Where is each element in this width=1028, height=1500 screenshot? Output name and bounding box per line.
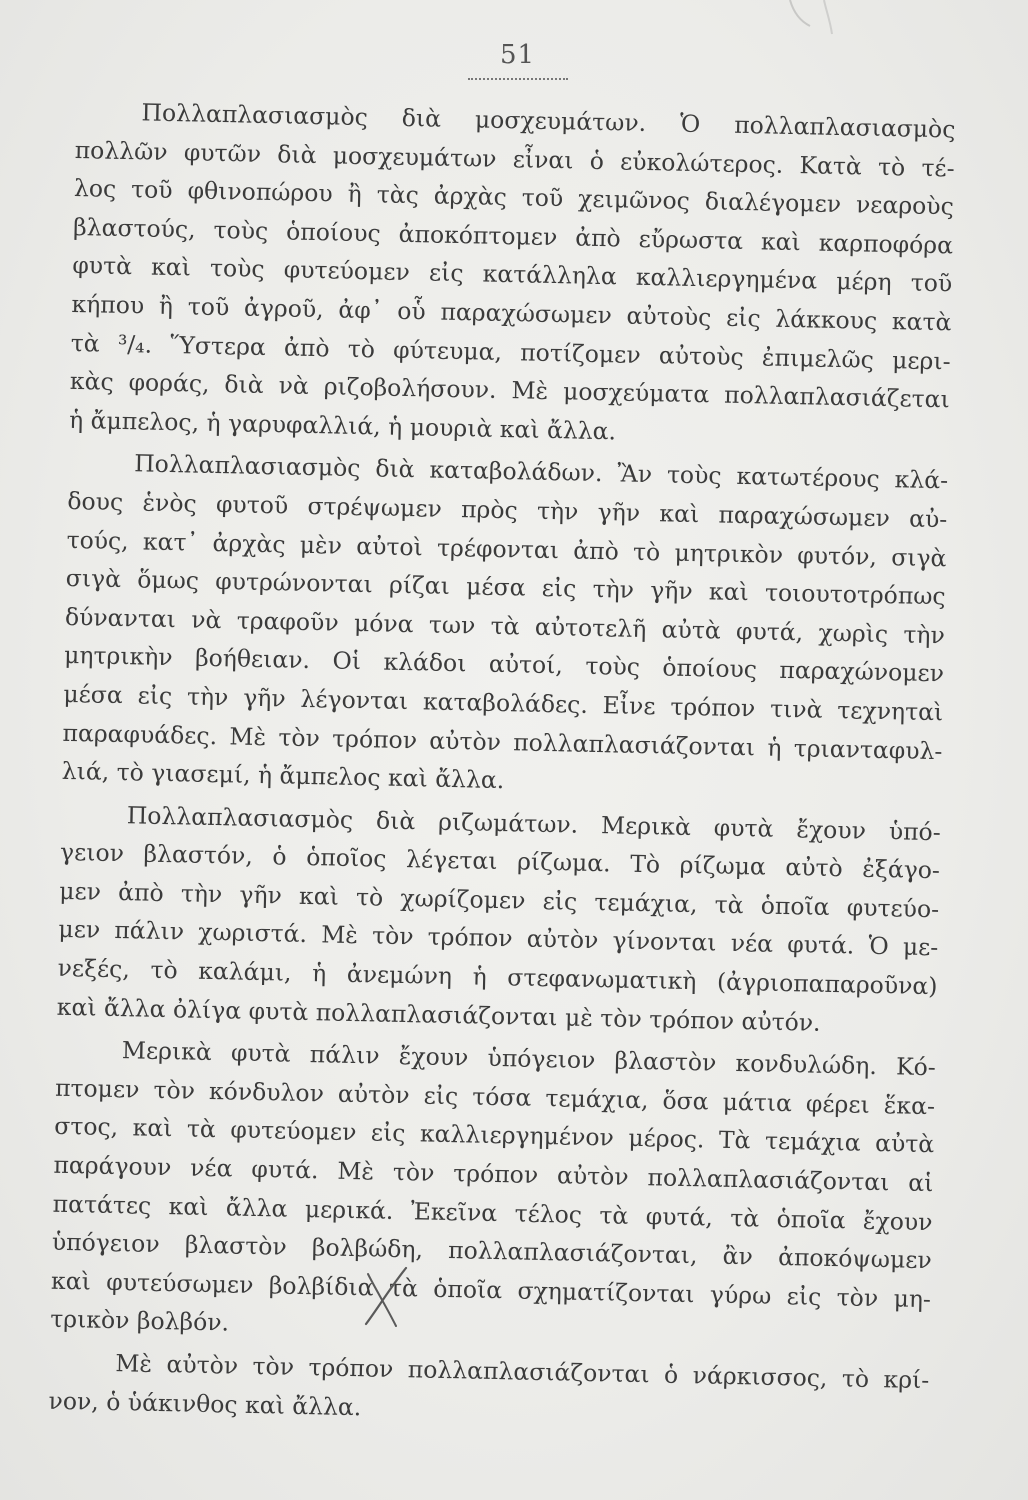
paragraph-layering (61, 443, 948, 809)
text-line: Μὲ αὐτὸν τὸν τρόπον πολλαπλασιάζονται ὁ νάρκισσος, τὸ κρί- (115, 1349, 930, 1395)
text-line: Μερικὰ φυτὰ πάλιν ἔχουν ὑπόγειον βλαστὸν κονδυλώδη. Κό- (121, 1036, 937, 1082)
text-line: παράγουν νέα φυτά. Μὲ τὸν τρόπον αὐτὸν πολλαπλασιάζονται αἱ (53, 1150, 934, 1198)
text-line: μεν πάλιν χωριστά. Μὲ τὸν τρόπον αὐτὸν γίνονται νέα φυτά. Ὁ με- (58, 915, 939, 962)
text-line: Πολλαπλασιασμὸς διὰ μοσχευμάτων. Ὁ πολλαπλασιασμὸς (141, 98, 956, 144)
handwritten-x-mark (360, 1266, 410, 1328)
text-line: ὑπόγειον βλαστὸν βολβώδη, πολλαπλασιάζονται, ἂν ἀποκόψωμεν (51, 1227, 933, 1275)
text-line: νεξές, τὸ καλάμι, ἡ ἀνεμώνη ἡ στεφανωματικὴ (ἀγριοπαπαροῦνα) (57, 953, 938, 1001)
text-line: τρικὸν βολβόν. (50, 1305, 230, 1337)
x-stroke-1 (366, 1268, 406, 1324)
text-line: πατάτες καὶ ἄλλα μερικά. Ἐκεῖνα τέλος τὰ φυτά, τὰ ὁποῖα ἔχουν (52, 1189, 933, 1236)
text-line: μέσα εἰς τὴν γῆν λέγονται καταβολάδες. Εἶνε τρόπον τινὰ τεχνηταὶ (63, 679, 944, 727)
text-line: στος, καὶ τὰ φυτεύομεν εἰς καλλιεργημένον μέρος. Τὰ τεμάχια αὐτὰ (54, 1112, 935, 1159)
page-number-rule (468, 78, 568, 80)
x-stroke-2 (368, 1274, 396, 1326)
paragraph-rhizomes (56, 795, 941, 1045)
text-line: Πολλαπλασιασμὸς διὰ καταβολάδων. Ἂν τοὺς κατωτέρους κλά- (133, 449, 949, 495)
text-line: δύνανται νὰ τραφοῦν μόνα των τὰ αὐτοτελῆ αὐτὰ φυτά, χωρὶς τὴν (64, 602, 946, 650)
text-line: φυτὰ καὶ τοὺς φυτεύομεν εἰς κατάλληλα καλλιεργημένα μέρη τοῦ (72, 251, 953, 298)
page-number: 51 (500, 40, 536, 70)
text-line: κὰς φοράς, διὰ νὰ ριζοβολήσουν. Μὲ μοσχεύματα πολλαπλασιάζεται (69, 367, 951, 414)
text-line: τὰ ³/₄. Ὕστερα ἀπὸ τὸ φύτευμα, ποτίζομεν αὐτοὺς ἐπιμελῶς μερι- (70, 328, 951, 375)
paragraph-cuttings (69, 92, 956, 458)
body-text (48, 92, 956, 1438)
text-line: πολλῶν φυτῶν διὰ μοσχευμάτων εἶναι ὁ εὐκολώτερος. Κατὰ τὸ τέ- (74, 135, 955, 183)
edge-smudge (780, 0, 840, 40)
text-line: τούς, κατ᾽ ἀρχὰς μὲν αὐτοὶ τρέφονται ἀπὸ τὸ μητρικὸν φυτόν, σιγὰ (66, 525, 947, 572)
text-line: καὶ φυτεύσωμεν βολβίδια τὰ ὁποῖα σχηματίζονται γύρω εἰς τὸν μη- (50, 1266, 932, 1313)
text-line: γειον βλαστόν, ὁ ὁποῖος λέγεται ρίζωμα. Τὸ ρίζωμα αὐτὸ ἐξάγο- (59, 838, 941, 885)
text-line: μεν ἀπὸ τὴν γῆν καὶ τὸ χωρίζομεν εἰς τεμάχια, τὰ ὁποῖα φυτεύο- (58, 876, 940, 924)
text-line: λιά, τὸ γιασεμί, ἡ ἄμπελος καὶ ἄλλα. (61, 756, 505, 795)
text-line: κήπου ἢ τοῦ ἀγροῦ, ἀφ᾽ οὗ παραχώσωμεν αὐτοὺς εἰς λάκκους κατὰ (71, 289, 952, 337)
text-line: Πολλαπλασιασμὸς διὰ ριζωμάτων. Μερικὰ φυτὰ ἔχουν ὑπό- (126, 800, 941, 846)
text-line: σιγὰ ὅμως φυτρώνονται ρίζαι μέσα εἰς τὴν γῆν καὶ τοιουτοτρόπως (65, 564, 946, 611)
text-line: καὶ ἄλλα ὀλίγα φυτὰ πολλαπλασιάζονται μὲ τὸν τρόπον αὐτόν. (56, 992, 821, 1037)
text-line: νον, ὁ ὑάκινθος καὶ ἄλλα. (48, 1386, 362, 1421)
text-line: πτομεν τὸν κόνδυλον αὐτὸν εἰς τόσα τεμάχια, ὅσα μάτια φέρει ἕκα- (54, 1073, 936, 1121)
text-line: ἡ ἄμπελος, ἡ γαρυφαλλιά, ἡ μουριὰ καὶ ἄλλα. (68, 405, 617, 446)
text-line: λος τοῦ φθινοπώρου ἢ τὰς ἀρχὰς τοῦ χειμῶνος διαλέγομεν νεαροὺς (73, 174, 955, 221)
text-line: μητρικὴν βοήθειαν. Οἱ κλάδοι αὐτοί, τοὺς ὁποίους παραχώνομεν (63, 641, 945, 688)
paragraph-tubers (50, 1030, 936, 1357)
text-line: παραφυάδες. Μὲ τὸν τρόπον αὐτὸν πολλαπλασιάζονται ἡ τριανταφυλ- (62, 718, 943, 765)
text-line: βλαστούς, τοὺς ὁποίους ἀποκόπτομεν ἀπὸ εὔρωστα καὶ καρποφόρα (72, 212, 954, 260)
text-line: δους ἑνὸς φυτοῦ στρέψωμεν πρὸς τὴν γῆν καὶ παραχώσωμεν αὐ- (67, 486, 948, 534)
